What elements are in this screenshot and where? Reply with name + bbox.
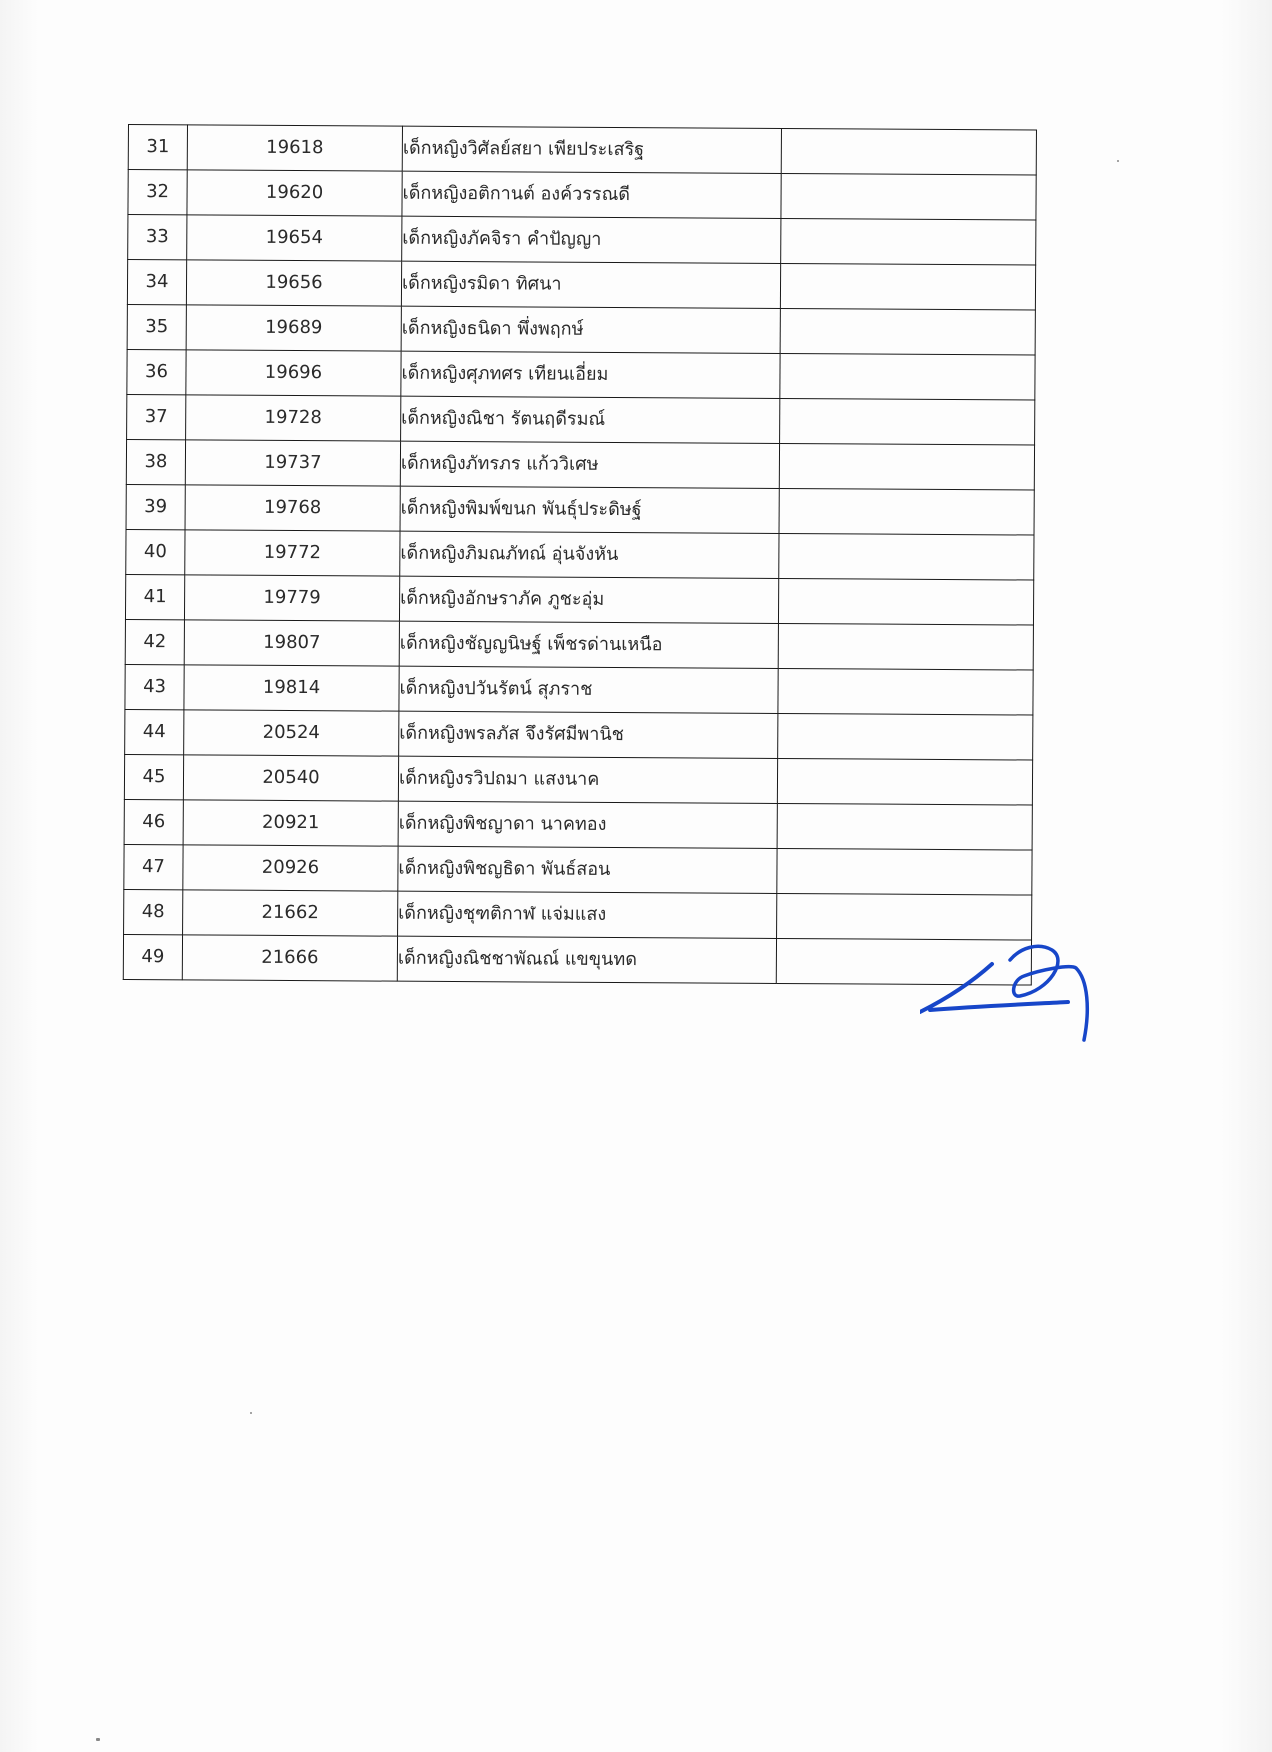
student-list-sheet	[123, 124, 1034, 986]
signature-icon	[920, 940, 1120, 1060]
row-number-cell: 48	[124, 889, 183, 934]
note-cell	[781, 173, 1036, 220]
row-number-cell: 36	[127, 349, 186, 394]
student-name-cell: เด็กหญิงอักษราภัค ภูชะอุ่ม	[399, 576, 778, 623]
note-cell	[779, 443, 1034, 490]
note-cell	[777, 893, 1032, 940]
table-row	[127, 394, 1035, 445]
table-row	[128, 215, 1036, 266]
table-row	[124, 799, 1032, 850]
student-name-cell: เด็กหญิงภิมณภัทณ์ อุ่นจังหัน	[400, 531, 779, 578]
student-id-cell: 19807	[184, 620, 399, 666]
row-number-cell: 35	[127, 304, 186, 349]
note-cell	[781, 128, 1036, 175]
student-name-cell: เด็กหญิงภัทรภร แก้ววิเศษ	[400, 441, 779, 488]
student-name-cell: เด็กหญิงศุภทศร เทียนเอี่ยม	[401, 351, 780, 398]
table-row	[125, 709, 1033, 760]
student-id-cell: 20524	[184, 710, 399, 756]
student-id-cell: 19618	[187, 125, 402, 171]
table-row	[126, 529, 1034, 580]
table-row	[126, 439, 1034, 490]
student-name-cell: เด็กหญิงภัคจิรา คำปัญญา	[402, 216, 781, 263]
student-id-cell: 19779	[184, 575, 399, 621]
table-row	[127, 260, 1035, 311]
student-id-cell: 19772	[185, 530, 400, 576]
note-cell	[780, 353, 1035, 400]
note-cell	[780, 263, 1035, 310]
row-number-cell: 49	[123, 934, 182, 979]
row-number-cell: 46	[124, 799, 183, 844]
note-cell	[778, 623, 1033, 670]
note-cell	[780, 398, 1035, 445]
student-id-cell: 19728	[186, 395, 401, 441]
student-name-cell: เด็กหญิงณิชา รัตนฤดีรมณ์	[401, 396, 780, 443]
row-number-cell: 31	[128, 125, 187, 170]
student-id-cell: 19814	[184, 665, 399, 711]
note-cell	[778, 578, 1033, 625]
table-row	[125, 574, 1033, 625]
student-name-cell: เด็กหญิงพิมพ์ขนก พันธุ์ประดิษฐ์	[400, 486, 779, 533]
student-name-cell: เด็กหญิงรวิปถมา แสงนาค	[398, 756, 777, 803]
student-name-cell: เด็กหญิงพรลภัส จึงรัศมีพานิช	[399, 711, 778, 758]
row-number-cell: 33	[128, 215, 187, 260]
note-cell	[778, 668, 1033, 715]
table-row	[123, 934, 1031, 985]
student-id-cell: 21666	[182, 935, 397, 981]
row-number-cell: 32	[128, 170, 187, 215]
student-id-cell: 19696	[186, 350, 401, 396]
row-number-cell: 39	[126, 484, 185, 529]
student-name-cell: เด็กหญิงวิศัลย์สยา เพียประเสริฐ	[402, 126, 781, 173]
note-cell	[777, 758, 1032, 805]
note-cell	[780, 308, 1035, 355]
student-roster-table	[123, 124, 1037, 986]
table-row	[124, 844, 1032, 895]
table-row	[124, 754, 1032, 805]
student-id-cell: 19689	[186, 305, 401, 351]
student-id-cell: 20921	[183, 800, 398, 846]
row-number-cell: 43	[125, 664, 184, 709]
roster-body	[123, 125, 1036, 986]
student-name-cell: เด็กหญิงธนิดา พึ่งพฤกษ์	[401, 306, 780, 353]
student-id-cell: 19737	[185, 440, 400, 486]
row-number-cell: 47	[124, 844, 183, 889]
row-number-cell: 41	[125, 574, 184, 619]
student-id-cell: 19654	[187, 215, 402, 261]
student-id-cell: 19768	[185, 485, 400, 531]
student-name-cell: เด็กหญิงชุฑติกาฬ แจ่มแสง	[398, 891, 777, 938]
student-name-cell: เด็กหญิงพิชญธิดา พันธ์สอน	[398, 846, 777, 893]
student-name-cell: เด็กหญิงพิชญาดา นาคทอง	[398, 801, 777, 848]
row-number-cell: 44	[125, 709, 184, 754]
student-id-cell: 20926	[183, 845, 398, 891]
student-id-cell: 21662	[183, 890, 398, 936]
student-id-cell: 19620	[187, 170, 402, 216]
student-id-cell: 19656	[186, 260, 401, 306]
table-row	[125, 664, 1033, 715]
table-row	[126, 484, 1034, 535]
student-name-cell: เด็กหญิงปวันรัตน์ สุภราช	[399, 666, 778, 713]
row-number-cell: 34	[127, 260, 186, 305]
note-cell	[777, 803, 1032, 850]
row-number-cell: 45	[124, 754, 183, 799]
note-cell	[777, 848, 1032, 895]
note-cell	[779, 488, 1034, 535]
row-number-cell: 42	[125, 619, 184, 664]
student-name-cell: เด็กหญิงรมิดา ทิศนา	[401, 261, 780, 308]
note-cell	[781, 218, 1036, 265]
student-name-cell: เด็กหญิงณิชชาพัณณ์ แขขุนทด	[397, 936, 776, 983]
row-number-cell: 38	[126, 439, 185, 484]
table-row	[128, 125, 1036, 176]
row-number-cell: 37	[127, 394, 186, 439]
row-number-cell: 40	[126, 529, 185, 574]
table-row	[128, 170, 1036, 221]
table-row	[127, 349, 1035, 400]
student-name-cell: เด็กหญิงชัญญนิษฐ์ เพ็ชรด่านเหนือ	[399, 621, 778, 668]
student-id-cell: 20540	[183, 755, 398, 801]
table-row	[127, 304, 1035, 355]
note-cell	[778, 713, 1033, 760]
table-row	[125, 619, 1033, 670]
note-cell	[779, 533, 1034, 580]
student-name-cell: เด็กหญิงอติกานต์ องค์วรรณดี	[402, 171, 781, 218]
table-row	[124, 889, 1032, 940]
